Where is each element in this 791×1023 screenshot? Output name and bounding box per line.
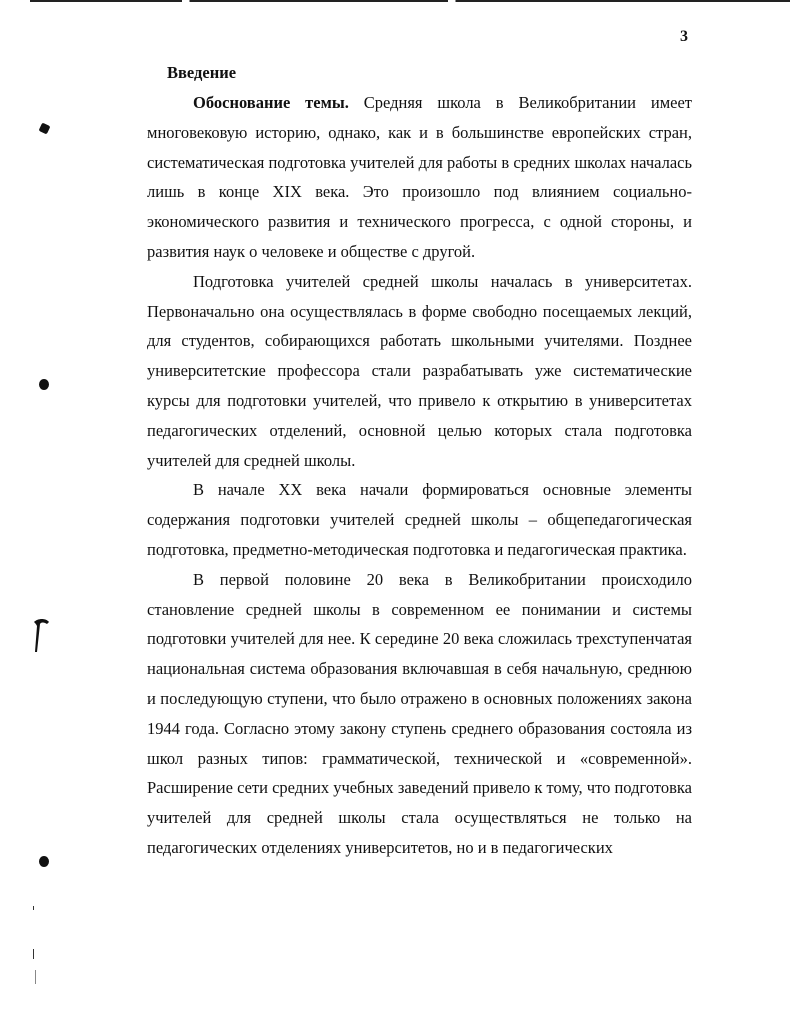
scan-tick-1 <box>33 906 34 910</box>
scan-tick-3 <box>35 970 36 984</box>
document-body <box>147 58 692 863</box>
scan-mark-top <box>39 123 51 135</box>
paragraph-1 <box>147 88 692 267</box>
paragraph-text: В начале XX века начали формироваться основные элементы содержания подготовки учителей средней школы – общепедагогическая подготовка, предметно-методическая подготовка и педагогическая практика. <box>147 480 692 559</box>
paragraph-text: Средняя школа в Великобритании имеет многовековую историю, однако, как и в большинстве европейских стран, систематическая подготовка учителей для работы в средних школах началась лишь в конце XIX века. Это произошло под влиянием социально-экономического развития и технического прогресса, с одной стороны, и развития наук о человеке и обществе с другой. <box>147 93 692 261</box>
paragraph-2 <box>147 267 692 476</box>
paragraph-text: Подготовка учителей средней школы началась в университетах. Первоначально она осуществлялась в форме свободно посещаемых лекций, для студентов, собирающихся работать школьными учителями. Позднее университетские профессора стали разрабатывать уже систематические курсы для подготовки учителей, что привело к открытию в университетах педагогических отделений, основной целью которых стала подготовка учителей для средней школы. <box>147 271 692 470</box>
scan-tick-2 <box>33 949 34 959</box>
section-title: Введение <box>167 63 237 82</box>
paragraph-4 <box>147 565 692 863</box>
paragraph-text: В первой половине 20 века в Великобритании происходило становление средней школы в современном ее понимании и системы подготовки учителей для нее. К середине 20 века сложилась трехступенчатая национальная система образования включавшая в себя начальную, среднюю и последующую ступени, что было отражено в основных положениях закона 1944 года. Согласно этому закону ступень среднего образования состояла из школ разных типов: грамматической, технической и «современной». Расширение сети средних учебных заведений привело к тому, что подготовка учителей для средней школы стала осуществляться не только на педагогических отделениях университетов, но и в педагогических <box>147 569 692 857</box>
scan-mark-hook <box>30 614 52 656</box>
scan-top-edge <box>30 0 790 2</box>
scan-dot-upper <box>39 379 49 390</box>
paragraph-3 <box>147 475 692 564</box>
paragraph-lead: Обоснование темы. <box>193 93 349 112</box>
scan-dot-lower <box>39 856 49 867</box>
page-number: 3 <box>680 28 688 45</box>
